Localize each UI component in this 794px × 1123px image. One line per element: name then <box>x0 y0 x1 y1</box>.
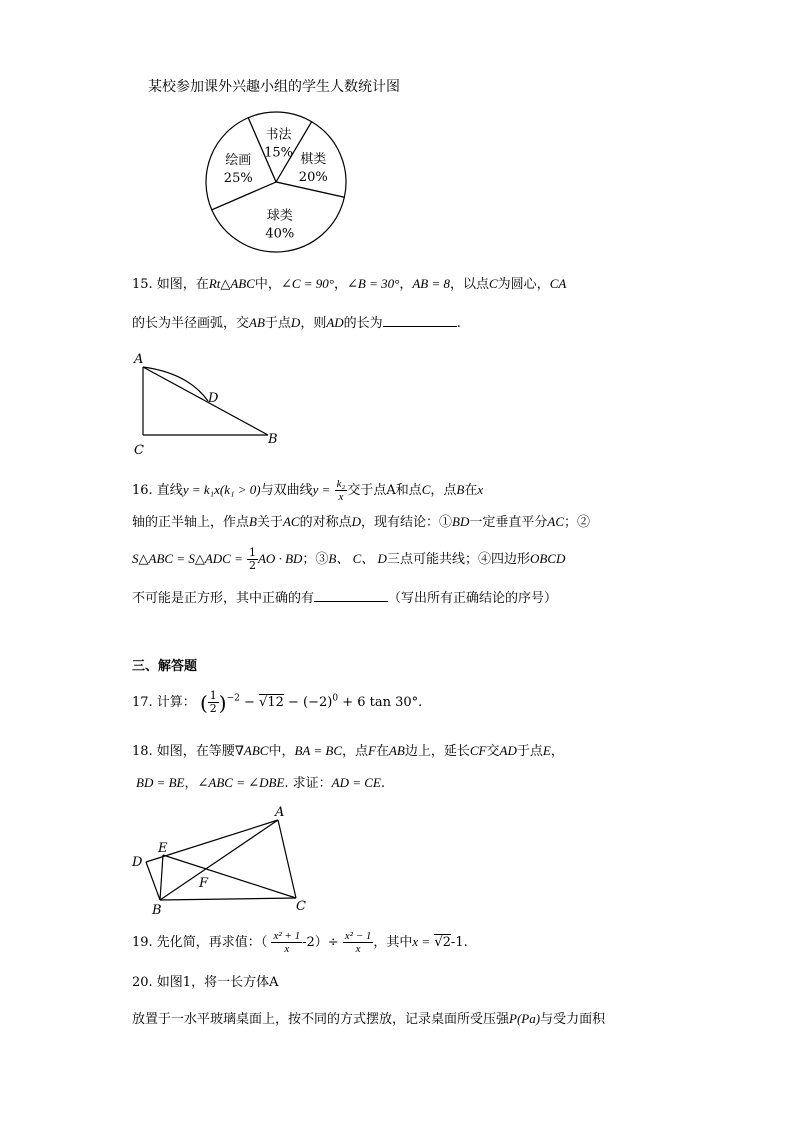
label-a: A <box>134 352 144 367</box>
answer-blank-16 <box>314 589 388 602</box>
question-15-line-1: 15. 如图，在Rt△ABC中，∠C = 90°，∠B = 30°，AB = 8，以点C为圆心，CA <box>132 276 567 292</box>
label-f18: F <box>199 876 209 891</box>
pie-chart <box>200 110 360 260</box>
label-c: C <box>134 443 144 458</box>
question-16-line-3: S△ABC = S△ADC = $\frac{1}{2}$ AO · BD；③B、 C、 D三点可能共线；④四边形OBCD <box>132 546 566 572</box>
label-d: D <box>208 391 219 406</box>
question-16-line-2: 轴的正半轴上，作点B关于AC的对称点D，现有结论：①BD一定垂直平分AC；② <box>132 514 591 530</box>
label-d18: D <box>132 855 143 870</box>
pie-label-0: 书法 <box>265 127 292 143</box>
pie-label-2: 球类 <box>266 208 293 224</box>
arc-ad: AD <box>326 315 344 330</box>
pie-value-1: 20% <box>298 169 328 185</box>
question-18-line-1: 18. 如图，在等腰∇ABC中，BA = BC，点F在AB边上，延长CF交AD于点E， <box>132 743 564 759</box>
question-20-line-1: 20. 如图1，将一长方体A <box>132 975 279 990</box>
answer-blank-15 <box>383 314 457 327</box>
question-16-line-1: 16. 直线y = k₁x(k₁ > 0)与双曲线y = $\frac{\text{k₂}}{x}$ 交于点A和点C，点B在x <box>132 478 484 503</box>
label-a18: A <box>275 805 285 820</box>
question-20-line-2: 放置于一水平玻璃桌面上，按不同的方式摆放，记录桌面所受压强P(Pa)与受力面积 <box>132 1011 606 1027</box>
question-16-line-4: 不可能是正方形，其中正确的有 （写出所有正确结论的序号） <box>132 591 558 606</box>
label-c18: C <box>296 899 306 914</box>
section-heading: 三、解答题 <box>132 659 198 674</box>
triangle-figure-15 <box>128 345 298 460</box>
pie-value-3: 25% <box>223 171 253 187</box>
triangle-figure-18 <box>128 800 318 918</box>
chart-title: 某校参加课外兴趣小组的学生人数统计图 <box>148 79 400 95</box>
question-15-line-2: 的长为半径画弧，交AB于点D，则AD的长为 . <box>132 315 461 331</box>
label-e18: E <box>158 841 168 856</box>
question-18-line-2: BD = BE，∠ABC = ∠DBE. 求证：AD = CE. <box>136 775 386 791</box>
pie-value-0: 15% <box>264 145 294 161</box>
label-b: B <box>268 432 278 447</box>
pie-value-2: 40% <box>265 226 295 242</box>
pie-label-1: 棋类 <box>300 151 327 167</box>
question-17: 17. 计算： ( $\frac{1}{2}$ )$^{-2} - √12 - (-2)^0 + 6$ tan 30°. <box>132 689 423 715</box>
question-19: 19. 先化简，再求值：（ $\frac{\text{x² + 1}}{x}$ -2）÷ $\frac{\text{x² − 1}}{x}$ ，其中x = √2-1. <box>132 930 468 955</box>
label-b18: B <box>152 903 162 918</box>
pie-label-3: 绘画 <box>225 153 252 169</box>
